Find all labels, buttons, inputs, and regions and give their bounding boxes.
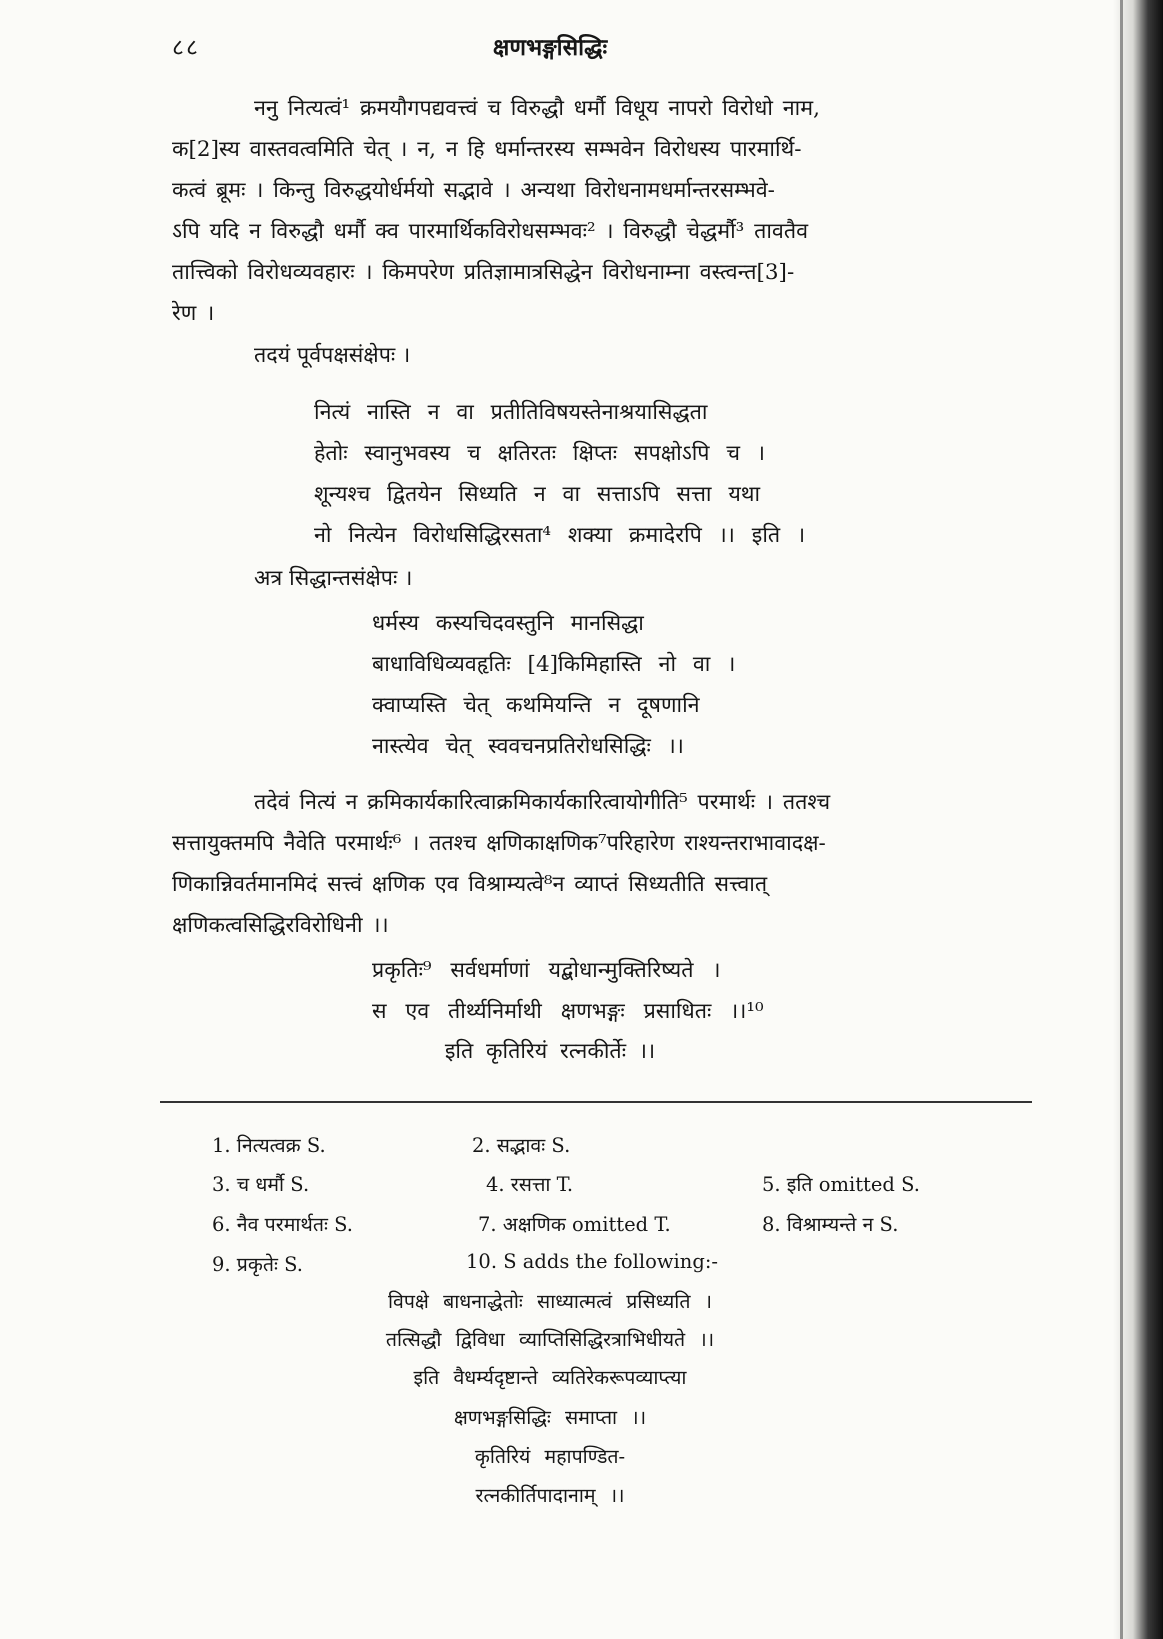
verse-2: [372, 603, 735, 767]
verse-3: [372, 950, 764, 1032]
footnote-verse-line: रत्नकीर्तिपादानाम् ।।: [475, 1484, 625, 1507]
verse-line: नो नित्येन विरोधसिद्धिरसता⁴ शक्या क्रमादेरपि ।। इति ।: [314, 523, 806, 548]
text-line: तदेवं नित्यं न क्रमिकार्यकारित्वाक्रमिकार्यकारित्वायोगीति⁵ परमार्थः । ततश्च: [254, 790, 831, 815]
verse-line: क्वाप्यस्ति चेत् कथमियन्ति न दूषणानि: [372, 693, 700, 718]
footnote-6: 6. नैव परमार्थतः S.: [212, 1213, 354, 1236]
footnote-verse-line: कृतिरियं महापण्डित-: [474, 1445, 626, 1468]
siddhanta-heading: अत्र सिद्धान्तसंक्षेपः ।: [254, 566, 413, 591]
footnote-verse-line: इति वैधर्म्यदृष्टान्ते व्यतिरेकरूपव्याप्त्या: [413, 1366, 687, 1389]
colophon: इति कृतिरियं रत्नकीर्तेः ।।: [444, 1039, 656, 1064]
footnote-divider: [160, 1101, 1032, 1103]
footnote-verse-line: विपक्षे बाधनाद्धेतोः साध्यात्मत्वं प्रसिध्यति ।: [387, 1290, 713, 1313]
page-header: [0, 30, 1100, 66]
scan-edge-line: [1120, 0, 1123, 1639]
footnote-verse-line: क्षणभङ्गसिद्धिः समाप्ता ।।: [453, 1406, 647, 1429]
footnote-8: 8. विश्राम्यन्ते न S.: [762, 1213, 899, 1236]
verse-line: प्रकृतिः⁹ सर्वधर्माणां यद्बोधान्मुक्तिरिष्यते ।: [372, 958, 721, 983]
footnote-10: 10. S adds the following:-: [466, 1250, 718, 1273]
footnote-1: 1. नित्यत्वक्र S.: [212, 1134, 326, 1157]
footnote-2: 2. सद्भावः S.: [472, 1134, 571, 1157]
verse-line: स एव तीर्थ्यनिर्माथी क्षणभङ्गः प्रसाधितः ।।¹⁰: [372, 999, 764, 1024]
paragraph-2: [172, 782, 1074, 946]
verse-line: बाधाविधिव्यवहृतिः [4]किमिहास्ति नो वा ।: [372, 652, 736, 677]
footnote-7: 7. अक्षणिक omitted T.: [478, 1213, 671, 1236]
verse-line: धर्मस्य कस्यचिदवस्तुनि मानसिद्धा: [372, 611, 644, 636]
text-line: सत्तायुक्तमपि नैवेति परमार्थः⁶ । ततश्च क्षणिकाक्षणिक⁷परिहारेण राश्यन्तराभावादक्ष-: [172, 831, 826, 856]
footnote-4: 4. रसत्ता T.: [486, 1173, 574, 1196]
text-line: ऽपि यदि न विरुद्धौ धर्मौ क्व पारमार्थिकविरोधसम्भवः² । विरुद्धौ चेद्धर्मौ³ तावतैव: [172, 219, 809, 244]
footnote-3: 3. च धर्मौ S.: [212, 1173, 310, 1196]
verse-line: शून्यश्च द्वितयेन सिध्यति न वा सत्ताऽपि सत्ता यथा: [314, 482, 761, 507]
text-line: रेण ।: [172, 301, 215, 326]
text-line: ननु नित्यत्वं¹ क्रमयौगपद्यवत्त्वं च विरुद्धौ धर्मौ विधूय नापरो विरोधो नाम,: [254, 96, 820, 121]
purvapaksha-heading: तदयं पूर्वपक्षसंक्षेपः ।: [254, 343, 411, 368]
footnote-verse-line: तत्सिद्धौ द्विविधा व्याप्तिसिद्धिरत्राभिधीयते ।।: [385, 1328, 715, 1351]
text-line: क[2]स्य वास्तवत्वमिति चेत् । न, न हि धर्मान्तरस्य सम्भवेन विरोधस्य पारमार्थि-: [172, 137, 802, 162]
text-line: कत्वं ब्रूमः । किन्तु विरुद्धयोर्धर्मयो सद्भावे । अन्यथा विरोधनामधर्मान्तरसम्भवे-: [172, 178, 775, 203]
verse-1: [314, 392, 805, 556]
running-title: क्षणभङ्गसिद्धिः: [492, 34, 608, 61]
footnote-5: 5. इति omitted S.: [762, 1173, 920, 1196]
verse-line: हेतोः स्वानुभवस्य च क्षतिरतः क्षिप्तः सपक्षोऽपि च ।: [314, 441, 765, 466]
text-line: णिकान्निवर्तमानमिदं सत्त्वं क्षणिक एव विश्राम्यत्वे⁸न व्याप्तं सिध्यतीति सत्त्वात्: [172, 872, 768, 897]
text-line: क्षणिकत्वसिद्धिरविरोधिनी ।।: [172, 913, 389, 938]
verse-line: नित्यं नास्ति न वा प्रतीतिविषयस्तेनाश्रयासिद्धता: [314, 400, 708, 425]
verse-line: नास्त्येव चेत् स्ववचनप्रतिरोधसिद्धिः ।।: [372, 734, 684, 759]
paragraph-1: [172, 88, 1074, 334]
footnote-9: 9. प्रकृतेः S.: [212, 1253, 303, 1276]
page-number: ८८: [172, 35, 200, 61]
text-line: तात्त्विको विरोधव्यवहारः । किमपरेण प्रतिज्ञामात्रसिद्धेन विरोधनाम्ना वस्त्वन्त[3]-: [172, 260, 795, 285]
